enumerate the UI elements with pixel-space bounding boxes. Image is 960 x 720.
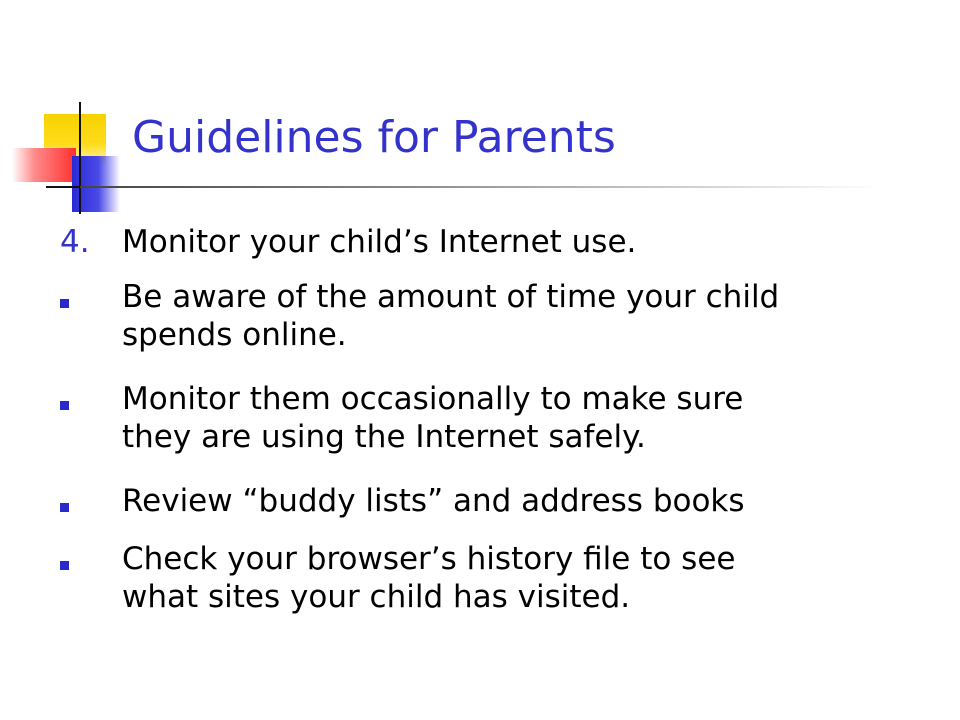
list-item-line: Check your browser’s history file to see	[122, 541, 736, 577]
square-bullet-icon	[60, 561, 69, 570]
square-bullet-icon	[60, 401, 69, 410]
title-underline	[80, 186, 880, 188]
logo-red-bar	[12, 148, 76, 182]
list-item-line: they are using the Internet safely.	[122, 419, 646, 455]
list-item	[122, 540, 922, 616]
list-item	[122, 278, 922, 354]
list-item-line: Review “buddy lists” and address books	[122, 483, 745, 519]
list-item-line: what sites your child has visited.	[122, 579, 631, 615]
numbered-item-text: Monitor your child’s Internet use.	[122, 224, 637, 260]
list-item-line: spends online.	[122, 317, 347, 353]
logo-vertical-line	[79, 102, 81, 214]
square-bullet-icon	[60, 299, 69, 308]
slide-title: Guidelines for Parents	[132, 112, 616, 163]
list-item-line: Monitor them occasionally to make sure	[122, 381, 744, 417]
list-item	[122, 482, 922, 520]
square-bullet-icon	[60, 503, 69, 512]
list-item-line: Be aware of the amount of time your child	[122, 279, 780, 315]
list-item	[122, 380, 922, 456]
list-number: 4.	[60, 224, 90, 260]
